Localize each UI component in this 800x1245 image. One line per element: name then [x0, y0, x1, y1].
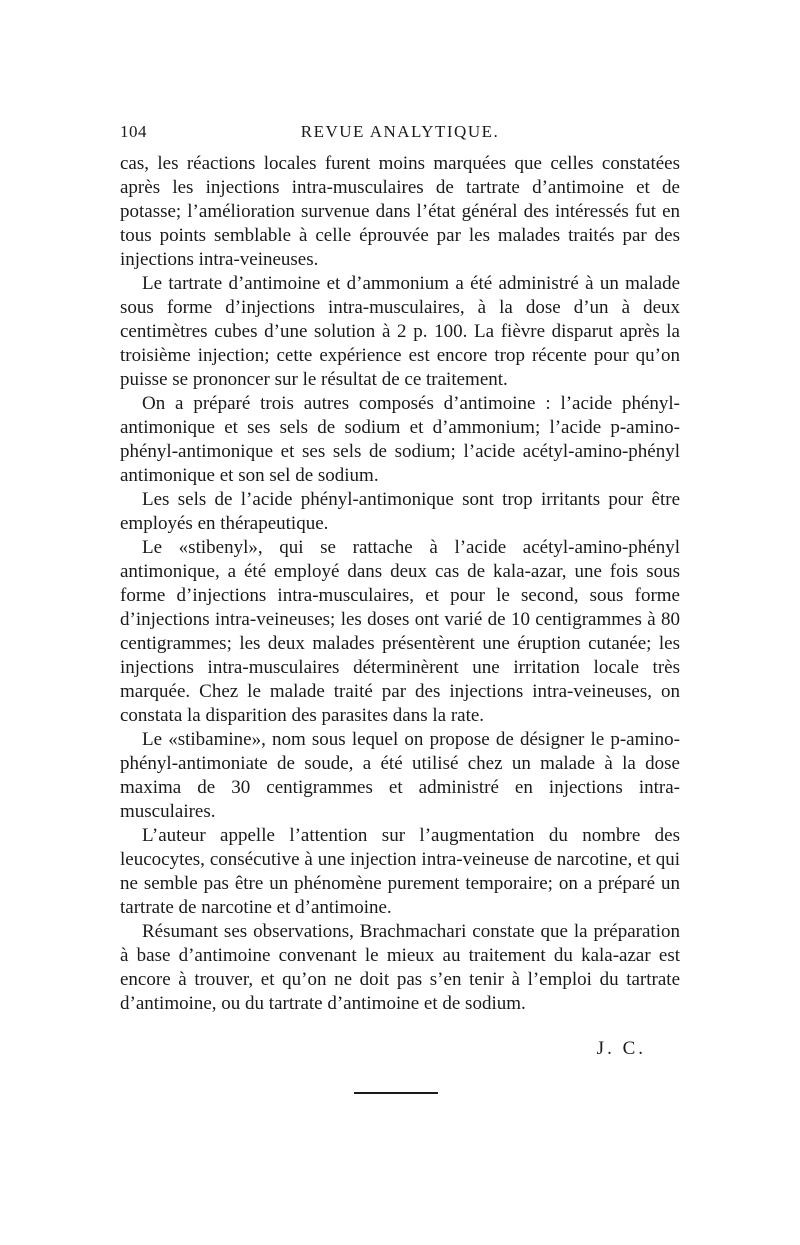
paragraph: Les sels de l’acide phényl-antimonique sont trop irritants pour être employés en thérapeutique. [120, 489, 680, 534]
closing-rule-divider [354, 1092, 438, 1094]
page [120, 122, 680, 1094]
paragraph: Le tartrate d’antimoine et d’ammonium a été administré à un malade sous forme d’injections intra-musculaires, à la dose d’un à deux centimètres cubes d’une solution à 2 p. 100. La fièvre disparut après la troisième injection; cette expérience est encore trop récente pour qu’on puisse se prononcer sur le résultat de ce traitement. [120, 273, 680, 390]
paragraph: On a préparé trois autres composés d’antimoine : l’acide phényl-antimonique et ses sels de sodium et d’ammonium; l’acide p-amino-phényl-antimonique et ses sels de sodium; l’acide acétyl-amino-phényl antimonique et son sel de sodium. [120, 393, 680, 486]
page-header [120, 122, 680, 152]
author-signature: J. C. [596, 1038, 646, 1059]
paragraph: Le «stibenyl», qui se rattache à l’acide acétyl-amino-phényl antimonique, a été employé dans deux cas de kala-azar, une fois sous forme d’injections intra-musculaires, et pour le second, sous forme d’injections intra-veineuses; les doses ont varié de 10 centigrammes à 80 centigrammes; les deux malades présentèrent une éruption cutanée; les injections intra-musculaires déterminèrent une irritation locale très marquée. Chez le malade traité par des injections intra-veineuses, on constata la disparition des parasites dans la rate. [120, 537, 680, 726]
page-number: 104 [120, 122, 147, 141]
paragraph: L’auteur appelle l’attention sur l’augmentation du nombre des leucocytes, consécutive à une injection intra-veineuse de narcotine, et qui ne semble pas être un phénomène purement temporaire; on a préparé un tartrate de narcotine et d’antimoine. [120, 825, 680, 918]
paragraph: cas, les réactions locales furent moins marquées que celles constatées après les injections intra-musculaires de tartrate d’antimoine et de potasse; l’amélioration survenue dans l’état général des intéressés fut en tous points semblable à celle éprouvée par les malades traités par des injections intra-veineuses. [120, 153, 680, 270]
paragraph: Résumant ses observations, Brachmachari constate que la préparation à base d’antimoine convenant le mieux au traitement du kala-azar est encore à trouver, et qu’on ne doit pas s’en tenir à l’emploi du tartrate d’antimoine, ou du tartrate d’antimoine et de sodium. [120, 921, 680, 1014]
paragraph: Le «stibamine», nom sous lequel on propose de désigner le p-amino-phényl-antimoniate de soude, a été utilisé chez un malade à la dose maxima de 30 centigrammes et administré en injections intra-musculaires. [120, 729, 680, 822]
running-title: REVUE ANALYTIQUE. [300, 122, 500, 141]
article-body [120, 152, 680, 1016]
